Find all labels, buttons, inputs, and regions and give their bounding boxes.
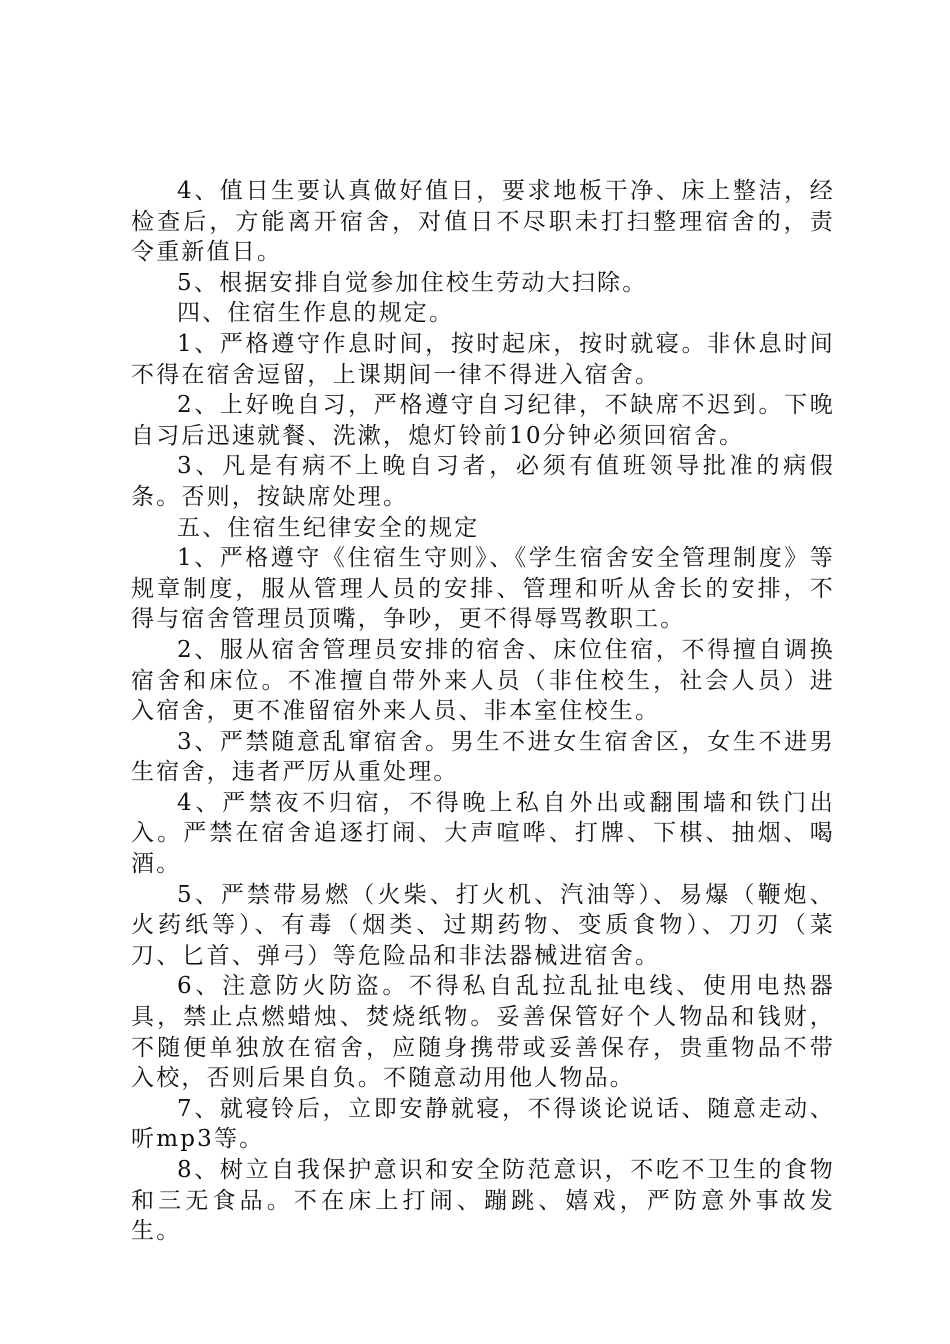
- document-page: [131, 176, 835, 1247]
- paragraph-discipline-rule-8: 8、树立自我保护意识和安全防范意识，不吃不卫生的食物和三无食品。不在床上打闹、蹦跳、嬉戏，严防意外事故发生。: [131, 1157, 835, 1245]
- paragraph-discipline-rule-2: 2、服从宿舍管理员安排的宿舍、床位住宿，不得擅自调换宿舍和床位。不准擅自带外来人员（非住校生，社会人员）进入宿舍，更不准留宿外来人员、非本室住校生。: [131, 636, 835, 725]
- paragraph-discipline-rule-3: 3、严禁随意乱窜宿舍。男生不进女生宿舍区，女生不进男生宿舍，违者严厉从重处理。: [131, 728, 835, 786]
- paragraph-schedule-rule-2: 2、上好晚自习，严格遵守自习纪律，不缺席不迟到。下晚自习后迅速就餐、洗漱，熄灯铃前10分钟必须回宿舍。: [131, 392, 835, 449]
- paragraph-discipline-rule-1: 1、严格遵守《住宿生守则》、《学生宿舍安全管理制度》等规章制度，服从管理人员的安排、管理和听从舍长的安排，不得与宿舍管理员顶嘴，争吵，更不得辱骂教职工。: [131, 545, 835, 633]
- paragraph-discipline-rule-5: 5、严禁带易燃（火柴、打火机、汽油等）、易爆（鞭炮、火药纸等）、有毒（烟类、过期药物、变质食物）、刀刃（菜刀、匕首、弹弓）等危险品和非法器械进宿舍。: [131, 881, 835, 969]
- paragraph-discipline-rule-7: 7、就寝铃后，立即安静就寝，不得谈论说话、随意走动、听mp3等。: [131, 1095, 835, 1153]
- paragraph-discipline-rule-4: 4、严禁夜不归宿，不得晚上私自外出或翻围墙和铁门出入。严禁在宿舍追逐打闹、大声喧哗、打牌、下棋、抽烟、喝酒。: [131, 789, 835, 878]
- section-heading-schedule: 四、住宿生作息的规定。: [177, 300, 455, 327]
- section-heading-discipline: 五、住宿生纪律安全的规定: [177, 514, 480, 541]
- paragraph-duty-cleaning: 4、值日生要认真做好值日，要求地板干净、床上整洁，经检查后，方能离开宿舍，对值日不尽职未打扫整理宿舍的，责令重新值日。: [131, 178, 835, 266]
- paragraph-schedule-rule-1: 1、严格遵守作息时间，按时起床，按时就寝。非休息时间不得在宿舍逗留，上课期间一律不得进入宿舍。: [131, 330, 835, 388]
- paragraph-schedule-rule-3: 3、凡是有病不上晚自习者，必须有值班领导批准的病假条。否则，按缺席处理。: [131, 453, 835, 510]
- paragraph-discipline-rule-6: 6、注意防火防盗。不得私自乱拉乱扯电线、使用电热器具，禁止点燃蜡烛、焚烧纸物。妥善保管好个人物品和钱财，不随便单独放在宿舍，应随身携带或妥善保存，贵重物品不带入校，否则后果自负。不随意动用他人物品。: [131, 973, 835, 1092]
- paragraph-labor-cleanup: 5、根据安排自觉参加住校生劳动大扫除。: [177, 269, 648, 296]
